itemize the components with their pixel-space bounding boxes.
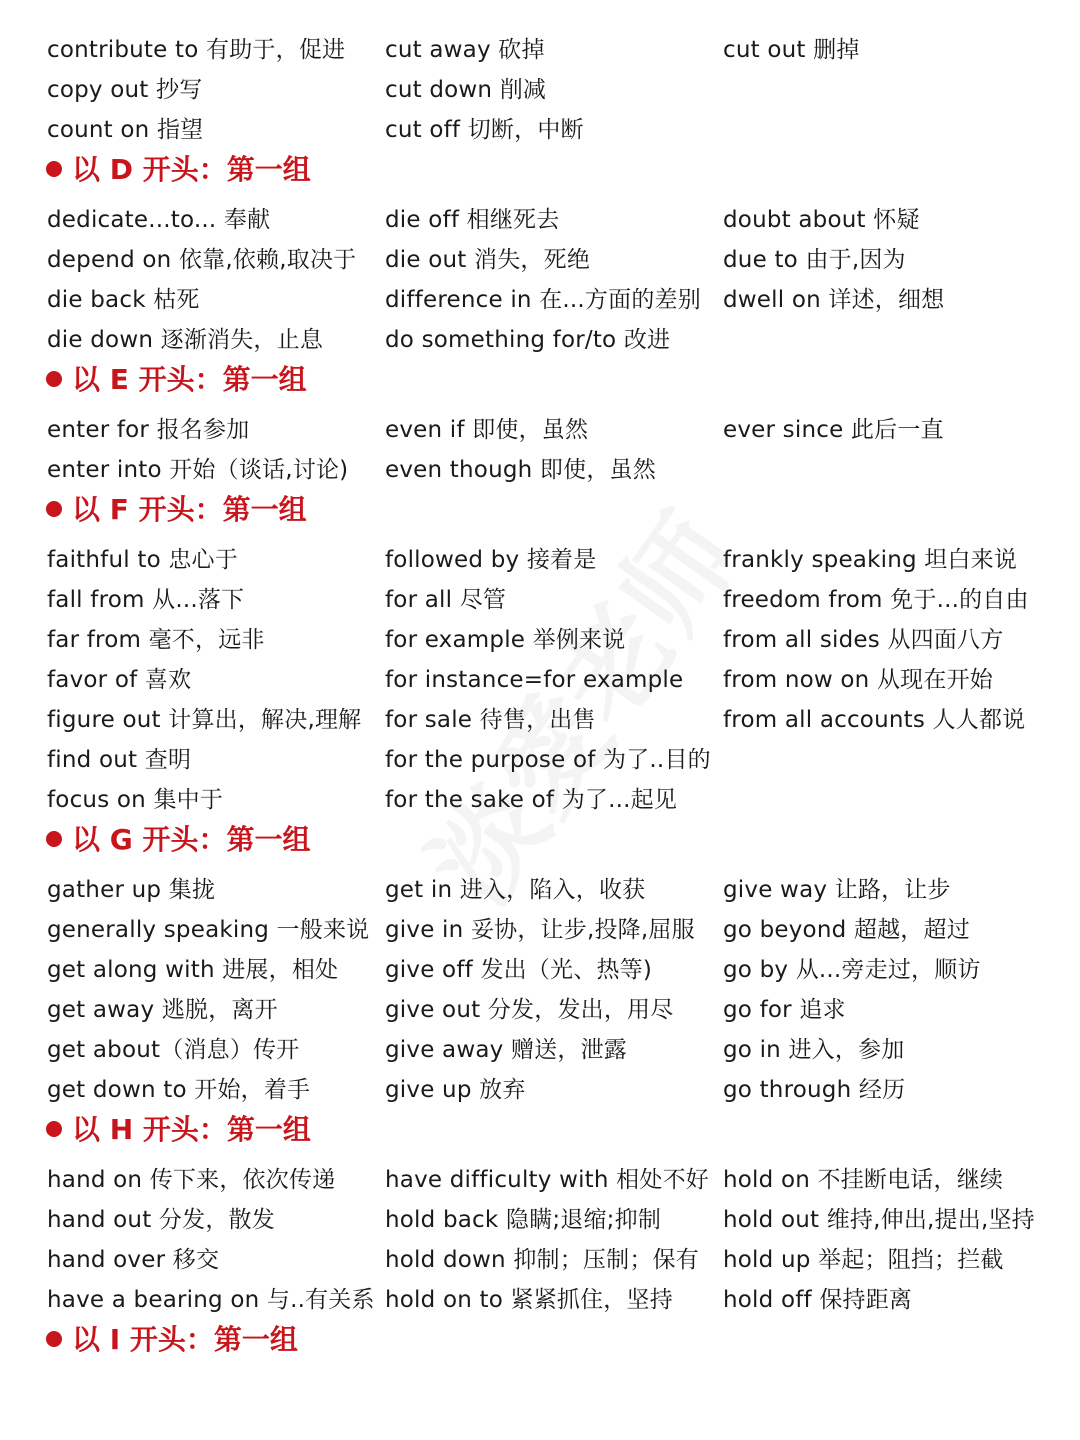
phrase-entry: go in 进入，参加 [723,1037,905,1063]
bullet-icon [46,501,62,517]
phrase-row [0,240,1080,280]
section-heading-text: 以 H 开头：第一组 [72,1113,311,1146]
phrase-entry: hand on 传下来，依次传递 [47,1167,336,1193]
phrase-entry: die off 相继死去 [385,207,560,233]
phrase-entry: enter into 开始（谈话,讨论) [47,457,349,483]
phrase-entry: go through 经历 [723,1077,906,1103]
phrase-row [0,870,1080,910]
phrase-entry: get about（消息）传开 [47,1037,300,1063]
phrase-entry: give up 放弃 [385,1077,526,1103]
phrase-row [0,450,1080,490]
phrase-entry: give off 发出（光、热等) [385,957,653,983]
phrase-entry: count on 指望 [47,117,204,143]
bullet-icon [46,161,62,177]
phrase-row [0,910,1080,950]
section-heading [46,148,311,192]
phrase-row [0,30,1080,70]
phrase-entry: fall from 从...落下 [47,587,245,613]
phrase-entry: doubt about 怀疑 [723,207,920,233]
phrase-entry: hand over 移交 [47,1247,220,1273]
phrase-row [0,70,1080,110]
phrase-entry: from all sides 从四面八方 [723,627,1004,653]
phrase-row [0,320,1080,360]
bullet-icon [46,1121,62,1137]
phrase-row [0,580,1080,620]
phrase-entry: figure out 计算出，解决,理解 [47,707,362,733]
phrase-entry: die back 枯死 [47,287,200,313]
phrase-entry: cut down 削减 [385,77,547,103]
phrase-row [0,540,1080,580]
phrase-row [0,1070,1080,1110]
section-heading-text: 以 G 开头：第一组 [72,823,311,856]
phrase-entry: hand out 分发，散发 [47,1207,275,1233]
phrase-entry: hold out 维持,伸出,提出,坚持 [723,1207,1035,1233]
phrase-entry: followed by 接着是 [385,547,597,573]
bullet-icon [46,831,62,847]
section-heading [46,358,307,402]
section-heading [46,1108,311,1152]
phrase-row [0,660,1080,700]
phrase-row [0,700,1080,740]
phrase-entry: hold on to 紧紧抓住，坚持 [385,1287,673,1313]
phrase-entry: copy out 抄写 [47,77,203,103]
phrase-entry: even if 即使，虽然 [385,417,589,443]
phrase-entry: give away 赠送，泄露 [385,1037,627,1063]
phrase-entry: for example 举例来说 [385,627,626,653]
phrase-entry: frankly speaking 坦白来说 [723,547,1018,573]
phrase-entry: dedicate...to... 奉献 [47,207,271,233]
phrase-entry: focus on 集中于 [47,787,224,813]
phrase-entry: go beyond 超越，超过 [723,917,970,943]
phrase-entry: give in 妥协，让步,投降,屈服 [385,917,695,943]
phrase-entry: have a bearing on 与..有关系 [47,1287,375,1313]
phrase-entry: give out 分发，发出，用尽 [385,997,674,1023]
phrase-row [0,200,1080,240]
phrase-row [0,1240,1080,1280]
phrase-entry: do something for/to 改进 [385,327,671,353]
section-heading [46,488,307,532]
phrase-entry: hold on 不挂断电话，继续 [723,1167,1004,1193]
phrase-entry: hold up 举起；阻挡；拦截 [723,1247,1004,1273]
phrase-entry: gather up 集拢 [47,877,216,903]
section-heading-text: 以 F 开头：第一组 [72,493,307,526]
section-heading [46,818,310,862]
phrase-entry: cut away 砍掉 [385,37,545,63]
phrase-entry: get in 进入，陷入，收获 [385,877,646,903]
phrase-entry: generally speaking 一般来说 [47,917,370,943]
phrase-entry: get down to 开始，着手 [47,1077,311,1103]
phrase-entry: give way 让路，让步 [723,877,951,903]
phrase-row [0,1160,1080,1200]
phrase-entry: go by 从...旁走过，顺访 [723,957,981,983]
phrase-entry: for sale 待售，出售 [385,707,596,733]
phrase-row [0,1030,1080,1070]
phrase-entry: depend on 依靠,依赖,取决于 [47,247,357,273]
phrase-entry: favor of 喜欢 [47,667,192,693]
phrase-entry: hold down 抑制；压制；保有 [385,1247,699,1273]
phrase-entry: enter for 报名参加 [47,417,250,443]
phrase-entry: freedom from 免于...的自由 [723,587,1029,613]
phrase-entry: contribute to 有助于，促进 [47,37,346,63]
phrase-row [0,280,1080,320]
phrase-entry: faithful to 忠心于 [47,547,238,573]
phrase-row [0,950,1080,990]
phrase-entry: find out 查明 [47,747,192,773]
phrase-entry: get along with 进展，相处 [47,957,339,983]
phrase-entry: hold off 保持距离 [723,1287,913,1313]
section-heading [46,1318,298,1362]
section-heading-text: 以 I 开头：第一组 [72,1323,298,1356]
phrase-entry: due to 由于,因为 [723,247,906,273]
bullet-icon [46,371,62,387]
phrase-entry: ever since 此后一直 [723,417,944,443]
phrase-row [0,620,1080,660]
phrase-entry: go for 追求 [723,997,846,1023]
phrase-entry: for instance=for example [385,667,684,693]
section-heading-text: 以 E 开头：第一组 [72,363,307,396]
bullet-icon [46,1331,62,1347]
phrase-entry: die out 消失，死绝 [385,247,591,273]
phrase-entry: get away 逃脱，离开 [47,997,278,1023]
phrase-entry: for the purpose of 为了..目的 [385,747,711,773]
phrase-entry: dwell on 详述，细想 [723,287,945,313]
phrase-entry: for all 尽管 [385,587,507,613]
phrase-row [0,1280,1080,1320]
phrase-entry: cut out 删掉 [723,37,860,63]
phrase-entry: even though 即使，虽然 [385,457,656,483]
phrase-entry: die down 逐渐消失，止息 [47,327,324,353]
phrase-entry: cut off 切断，中断 [385,117,584,143]
phrase-row [0,110,1080,150]
phrase-row [0,1200,1080,1240]
phrase-entry: from now on 从现在开始 [723,667,993,693]
phrase-entry: hold back 隐瞒;退缩;抑制 [385,1207,662,1233]
phrase-row [0,740,1080,780]
phrase-row [0,990,1080,1030]
section-heading-text: 以 D 开头：第一组 [72,153,311,186]
phrase-entry: have difficulty with 相处不好 [385,1167,709,1193]
phrase-entry: far from 毫不，远非 [47,627,265,653]
phrase-entry: from all accounts 人人都说 [723,707,1026,733]
phrase-row [0,780,1080,820]
phrase-entry: for the sake of 为了...起见 [385,787,678,813]
phrase-entry: difference in 在...方面的差别 [385,287,701,313]
phrase-row [0,410,1080,450]
